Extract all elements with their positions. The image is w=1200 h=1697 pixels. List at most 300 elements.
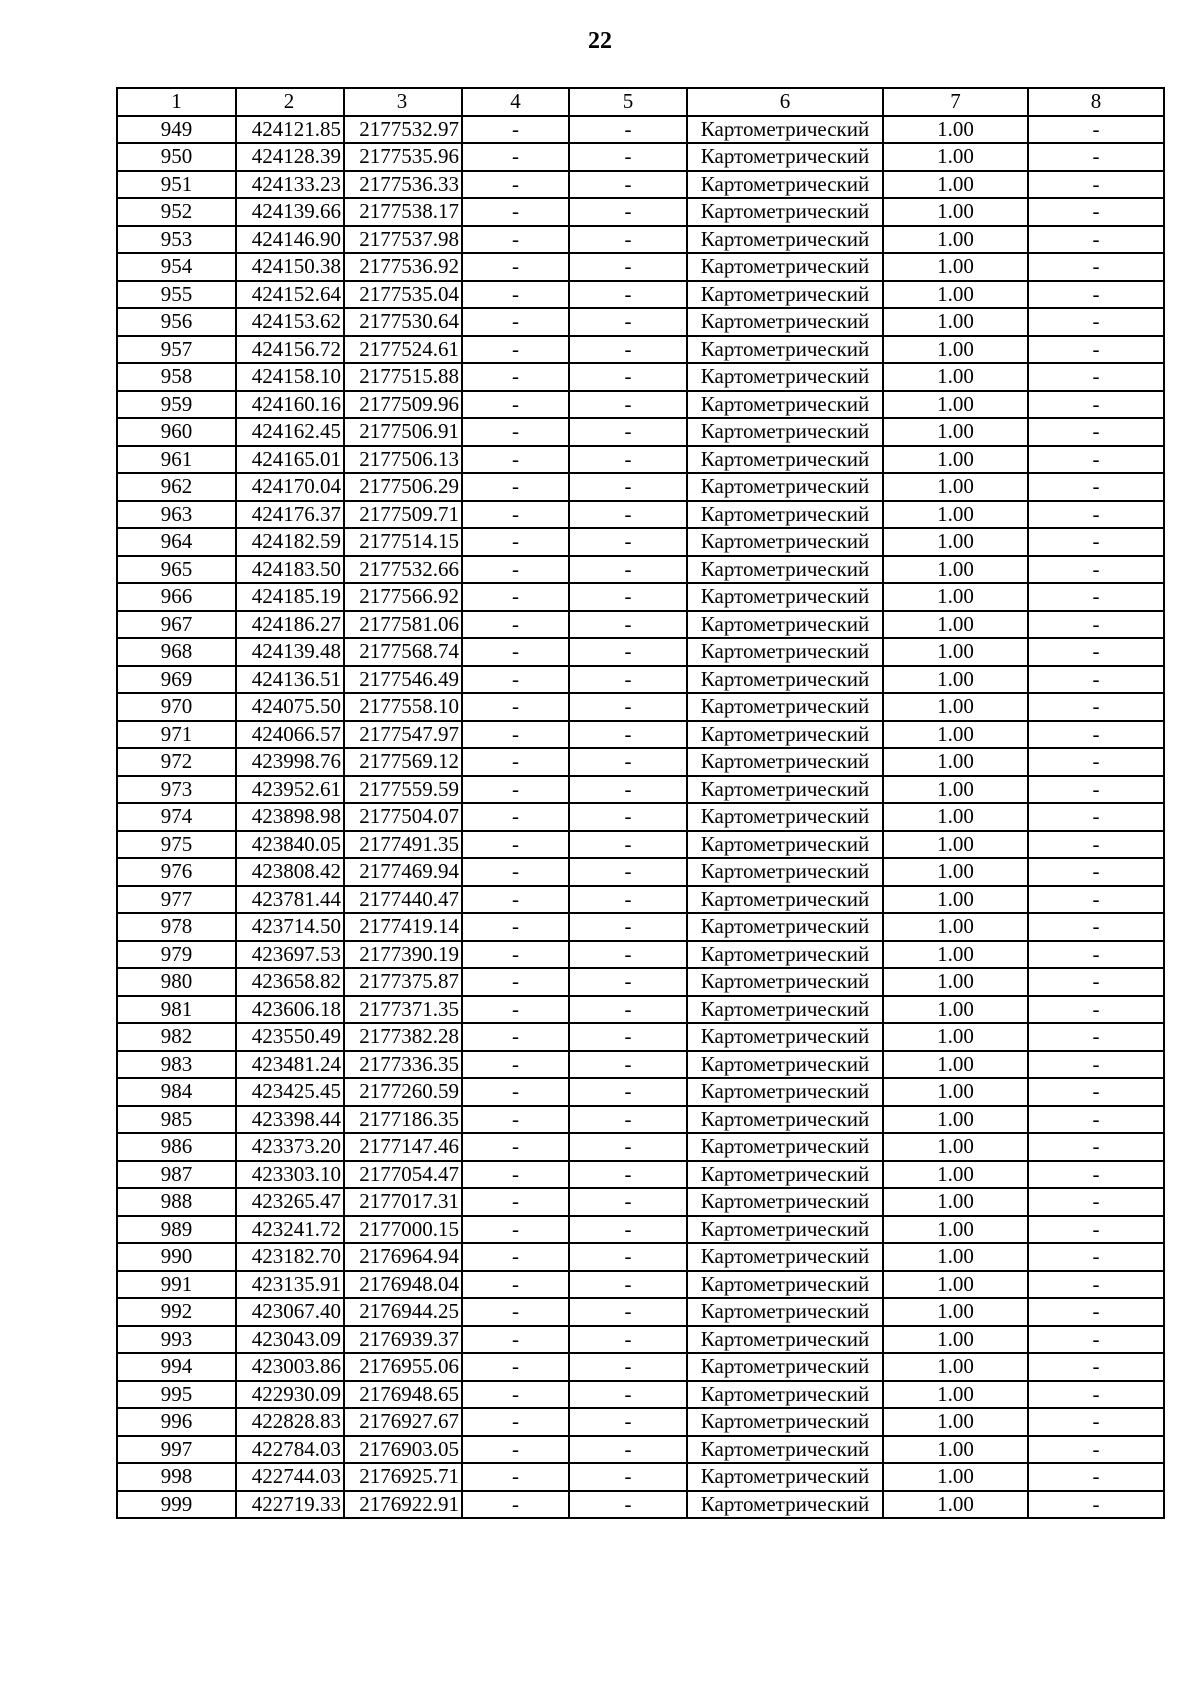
- col-4-value-cell: -: [462, 858, 569, 886]
- col-5-value-cell: -: [569, 1436, 687, 1464]
- table-row: [117, 226, 1164, 254]
- y-coordinate-cell: 2177514.15: [344, 528, 462, 556]
- accuracy-cell: 1.00: [883, 253, 1028, 281]
- col-4-value-cell: -: [462, 1436, 569, 1464]
- col-4-value-cell: -: [462, 116, 569, 144]
- x-coordinate-cell: 424150.38: [236, 253, 344, 281]
- col-8-value-cell: -: [1028, 171, 1164, 199]
- table-row: [117, 116, 1164, 144]
- accuracy-cell: 1.00: [883, 858, 1028, 886]
- y-coordinate-cell: 2177530.64: [344, 308, 462, 336]
- col-8-value-cell: -: [1028, 748, 1164, 776]
- point-number-cell: 981: [117, 996, 236, 1024]
- x-coordinate-cell: 424146.90: [236, 226, 344, 254]
- accuracy-cell: 1.00: [883, 418, 1028, 446]
- accuracy-cell: 1.00: [883, 143, 1028, 171]
- method-cell: Картометрический: [687, 1161, 883, 1189]
- col-4-value-cell: -: [462, 1106, 569, 1134]
- method-cell: Картометрический: [687, 116, 883, 144]
- coordinates-table: [116, 87, 1165, 1519]
- point-number-cell: 967: [117, 611, 236, 639]
- table-row: [117, 198, 1164, 226]
- accuracy-cell: 1.00: [883, 556, 1028, 584]
- point-number-cell: 992: [117, 1298, 236, 1326]
- col-4-value-cell: -: [462, 583, 569, 611]
- col-4-value-cell: -: [462, 171, 569, 199]
- col-8-value-cell: -: [1028, 583, 1164, 611]
- accuracy-cell: 1.00: [883, 1408, 1028, 1436]
- col-4-value-cell: -: [462, 336, 569, 364]
- col-5-value-cell: -: [569, 418, 687, 446]
- y-coordinate-cell: 2177524.61: [344, 336, 462, 364]
- col-5-value-cell: -: [569, 1491, 687, 1519]
- col-8-value-cell: -: [1028, 1161, 1164, 1189]
- col-8-value-cell: -: [1028, 528, 1164, 556]
- point-number-cell: 965: [117, 556, 236, 584]
- point-number-cell: 983: [117, 1051, 236, 1079]
- method-cell: Картометрический: [687, 198, 883, 226]
- col-5-value-cell: -: [569, 583, 687, 611]
- col-5-value-cell: -: [569, 1298, 687, 1326]
- accuracy-cell: 1.00: [883, 611, 1028, 639]
- y-coordinate-cell: 2177186.35: [344, 1106, 462, 1134]
- col-5-value-cell: -: [569, 226, 687, 254]
- point-number-cell: 984: [117, 1078, 236, 1106]
- point-number-cell: 955: [117, 281, 236, 309]
- y-coordinate-cell: 2177535.96: [344, 143, 462, 171]
- point-number-cell: 950: [117, 143, 236, 171]
- accuracy-cell: 1.00: [883, 638, 1028, 666]
- col-5-value-cell: -: [569, 968, 687, 996]
- table-row: [117, 611, 1164, 639]
- col-5-value-cell: -: [569, 253, 687, 281]
- col-5-value-cell: -: [569, 501, 687, 529]
- col-4-value-cell: -: [462, 776, 569, 804]
- x-coordinate-cell: 424158.10: [236, 363, 344, 391]
- point-number-cell: 961: [117, 446, 236, 474]
- accuracy-cell: 1.00: [883, 391, 1028, 419]
- table-row: [117, 1106, 1164, 1134]
- table-row: [117, 1078, 1164, 1106]
- col-4-value-cell: -: [462, 556, 569, 584]
- point-number-cell: 968: [117, 638, 236, 666]
- table-row: [117, 886, 1164, 914]
- y-coordinate-cell: 2177581.06: [344, 611, 462, 639]
- method-cell: Картометрический: [687, 941, 883, 969]
- point-number-cell: 997: [117, 1436, 236, 1464]
- point-number-cell: 998: [117, 1463, 236, 1491]
- table-row: [117, 748, 1164, 776]
- point-number-cell: 963: [117, 501, 236, 529]
- point-number-cell: 993: [117, 1326, 236, 1354]
- col-4-value-cell: -: [462, 968, 569, 996]
- x-coordinate-cell: 424185.19: [236, 583, 344, 611]
- table-row: [117, 721, 1164, 749]
- col-4-value-cell: -: [462, 1023, 569, 1051]
- accuracy-cell: 1.00: [883, 913, 1028, 941]
- accuracy-cell: 1.00: [883, 281, 1028, 309]
- col-4-value-cell: -: [462, 1463, 569, 1491]
- col-5-value-cell: -: [569, 391, 687, 419]
- method-cell: Картометрический: [687, 446, 883, 474]
- accuracy-cell: 1.00: [883, 803, 1028, 831]
- y-coordinate-cell: 2177382.28: [344, 1023, 462, 1051]
- method-cell: Картометрический: [687, 776, 883, 804]
- x-coordinate-cell: 424136.51: [236, 666, 344, 694]
- col-8-value-cell: -: [1028, 831, 1164, 859]
- y-coordinate-cell: 2177532.97: [344, 116, 462, 144]
- x-coordinate-cell: 423714.50: [236, 913, 344, 941]
- method-cell: Картометрический: [687, 721, 883, 749]
- accuracy-cell: 1.00: [883, 336, 1028, 364]
- method-cell: Картометрический: [687, 638, 883, 666]
- y-coordinate-cell: 2177515.88: [344, 363, 462, 391]
- y-coordinate-cell: 2177537.98: [344, 226, 462, 254]
- x-coordinate-cell: 423003.86: [236, 1353, 344, 1381]
- table-row: [117, 1491, 1164, 1519]
- accuracy-cell: 1.00: [883, 941, 1028, 969]
- column-header: 6: [687, 88, 883, 116]
- column-header: 2: [236, 88, 344, 116]
- x-coordinate-cell: 423840.05: [236, 831, 344, 859]
- col-4-value-cell: -: [462, 1381, 569, 1409]
- col-5-value-cell: -: [569, 666, 687, 694]
- x-coordinate-cell: 424162.45: [236, 418, 344, 446]
- method-cell: Картометрический: [687, 666, 883, 694]
- col-4-value-cell: -: [462, 418, 569, 446]
- col-4-value-cell: -: [462, 1353, 569, 1381]
- y-coordinate-cell: 2177568.74: [344, 638, 462, 666]
- point-number-cell: 960: [117, 418, 236, 446]
- x-coordinate-cell: 424128.39: [236, 143, 344, 171]
- table-row: [117, 418, 1164, 446]
- x-coordinate-cell: 423182.70: [236, 1243, 344, 1271]
- page-number: 22: [588, 28, 612, 54]
- x-coordinate-cell: 423606.18: [236, 996, 344, 1024]
- accuracy-cell: 1.00: [883, 1106, 1028, 1134]
- col-8-value-cell: -: [1028, 1271, 1164, 1299]
- method-cell: Картометрический: [687, 1298, 883, 1326]
- col-4-value-cell: -: [462, 1051, 569, 1079]
- col-8-value-cell: -: [1028, 391, 1164, 419]
- point-number-cell: 953: [117, 226, 236, 254]
- accuracy-cell: 1.00: [883, 1216, 1028, 1244]
- point-number-cell: 972: [117, 748, 236, 776]
- table-row: [117, 473, 1164, 501]
- col-4-value-cell: -: [462, 1243, 569, 1271]
- col-8-value-cell: -: [1028, 968, 1164, 996]
- col-8-value-cell: -: [1028, 886, 1164, 914]
- x-coordinate-cell: 423398.44: [236, 1106, 344, 1134]
- accuracy-cell: 1.00: [883, 968, 1028, 996]
- col-5-value-cell: -: [569, 528, 687, 556]
- table-row: [117, 1133, 1164, 1161]
- table-row: [117, 253, 1164, 281]
- col-8-value-cell: -: [1028, 1188, 1164, 1216]
- point-number-cell: 987: [117, 1161, 236, 1189]
- col-5-value-cell: -: [569, 308, 687, 336]
- method-cell: Картометрический: [687, 556, 883, 584]
- accuracy-cell: 1.00: [883, 1188, 1028, 1216]
- point-number-cell: 990: [117, 1243, 236, 1271]
- point-number-cell: 977: [117, 886, 236, 914]
- col-8-value-cell: -: [1028, 858, 1164, 886]
- point-number-cell: 991: [117, 1271, 236, 1299]
- x-coordinate-cell: 423658.82: [236, 968, 344, 996]
- point-number-cell: 964: [117, 528, 236, 556]
- accuracy-cell: 1.00: [883, 446, 1028, 474]
- x-coordinate-cell: 423808.42: [236, 858, 344, 886]
- table-row: [117, 1243, 1164, 1271]
- accuracy-cell: 1.00: [883, 308, 1028, 336]
- point-number-cell: 979: [117, 941, 236, 969]
- col-8-value-cell: -: [1028, 418, 1164, 446]
- x-coordinate-cell: 423998.76: [236, 748, 344, 776]
- col-4-value-cell: -: [462, 226, 569, 254]
- col-8-value-cell: -: [1028, 1491, 1164, 1519]
- x-coordinate-cell: 424165.01: [236, 446, 344, 474]
- table-row: [117, 638, 1164, 666]
- table-row: [117, 776, 1164, 804]
- col-4-value-cell: -: [462, 1298, 569, 1326]
- accuracy-cell: 1.00: [883, 693, 1028, 721]
- method-cell: Картометрический: [687, 913, 883, 941]
- accuracy-cell: 1.00: [883, 1298, 1028, 1326]
- col-4-value-cell: -: [462, 886, 569, 914]
- method-cell: Картометрический: [687, 886, 883, 914]
- x-coordinate-cell: 422828.83: [236, 1408, 344, 1436]
- col-8-value-cell: -: [1028, 1023, 1164, 1051]
- col-8-value-cell: -: [1028, 308, 1164, 336]
- col-4-value-cell: -: [462, 831, 569, 859]
- table-row: [117, 1463, 1164, 1491]
- x-coordinate-cell: 423952.61: [236, 776, 344, 804]
- col-5-value-cell: -: [569, 281, 687, 309]
- x-coordinate-cell: 424160.16: [236, 391, 344, 419]
- table-row: [117, 1298, 1164, 1326]
- col-4-value-cell: -: [462, 666, 569, 694]
- col-8-value-cell: -: [1028, 776, 1164, 804]
- y-coordinate-cell: 2177419.14: [344, 913, 462, 941]
- col-8-value-cell: -: [1028, 198, 1164, 226]
- point-number-cell: 985: [117, 1106, 236, 1134]
- table-row: [117, 666, 1164, 694]
- accuracy-cell: 1.00: [883, 1243, 1028, 1271]
- header-row: [117, 88, 1164, 116]
- y-coordinate-cell: 2177000.15: [344, 1216, 462, 1244]
- accuracy-cell: 1.00: [883, 1271, 1028, 1299]
- col-4-value-cell: -: [462, 1408, 569, 1436]
- col-8-value-cell: -: [1028, 336, 1164, 364]
- accuracy-cell: 1.00: [883, 776, 1028, 804]
- column-header: 4: [462, 88, 569, 116]
- method-cell: Картометрический: [687, 968, 883, 996]
- table-row: [117, 556, 1164, 584]
- col-5-value-cell: -: [569, 803, 687, 831]
- col-5-value-cell: -: [569, 693, 687, 721]
- col-5-value-cell: -: [569, 1216, 687, 1244]
- col-4-value-cell: -: [462, 611, 569, 639]
- x-coordinate-cell: 422784.03: [236, 1436, 344, 1464]
- table-row: [117, 583, 1164, 611]
- col-8-value-cell: -: [1028, 473, 1164, 501]
- accuracy-cell: 1.00: [883, 1463, 1028, 1491]
- point-number-cell: 999: [117, 1491, 236, 1519]
- y-coordinate-cell: 2177509.96: [344, 391, 462, 419]
- point-number-cell: 996: [117, 1408, 236, 1436]
- col-8-value-cell: -: [1028, 501, 1164, 529]
- col-8-value-cell: -: [1028, 1463, 1164, 1491]
- x-coordinate-cell: 424183.50: [236, 556, 344, 584]
- x-coordinate-cell: 423898.98: [236, 803, 344, 831]
- y-coordinate-cell: 2176939.37: [344, 1326, 462, 1354]
- accuracy-cell: 1.00: [883, 1491, 1028, 1519]
- table-row: [117, 171, 1164, 199]
- col-4-value-cell: -: [462, 941, 569, 969]
- y-coordinate-cell: 2177547.97: [344, 721, 462, 749]
- y-coordinate-cell: 2177260.59: [344, 1078, 462, 1106]
- accuracy-cell: 1.00: [883, 1161, 1028, 1189]
- col-8-value-cell: -: [1028, 996, 1164, 1024]
- method-cell: Картометрический: [687, 253, 883, 281]
- accuracy-cell: 1.00: [883, 1023, 1028, 1051]
- table-row: [117, 858, 1164, 886]
- table-row: [117, 803, 1164, 831]
- col-8-value-cell: -: [1028, 638, 1164, 666]
- accuracy-cell: 1.00: [883, 198, 1028, 226]
- x-coordinate-cell: 424139.48: [236, 638, 344, 666]
- col-5-value-cell: -: [569, 1326, 687, 1354]
- y-coordinate-cell: 2177440.47: [344, 886, 462, 914]
- x-coordinate-cell: 422930.09: [236, 1381, 344, 1409]
- point-number-cell: 974: [117, 803, 236, 831]
- point-number-cell: 952: [117, 198, 236, 226]
- col-8-value-cell: -: [1028, 1381, 1164, 1409]
- x-coordinate-cell: 424075.50: [236, 693, 344, 721]
- method-cell: Картометрический: [687, 803, 883, 831]
- y-coordinate-cell: 2177558.10: [344, 693, 462, 721]
- method-cell: Картометрический: [687, 391, 883, 419]
- y-coordinate-cell: 2176948.04: [344, 1271, 462, 1299]
- accuracy-cell: 1.00: [883, 666, 1028, 694]
- accuracy-cell: 1.00: [883, 1326, 1028, 1354]
- x-coordinate-cell: 422719.33: [236, 1491, 344, 1519]
- y-coordinate-cell: 2177390.19: [344, 941, 462, 969]
- col-5-value-cell: -: [569, 1161, 687, 1189]
- col-8-value-cell: -: [1028, 1298, 1164, 1326]
- method-cell: Картометрический: [687, 226, 883, 254]
- col-5-value-cell: -: [569, 171, 687, 199]
- col-4-value-cell: -: [462, 143, 569, 171]
- col-5-value-cell: -: [569, 996, 687, 1024]
- table-row: [117, 831, 1164, 859]
- col-8-value-cell: -: [1028, 721, 1164, 749]
- y-coordinate-cell: 2176964.94: [344, 1243, 462, 1271]
- accuracy-cell: 1.00: [883, 1051, 1028, 1079]
- table-row: [117, 1271, 1164, 1299]
- col-8-value-cell: -: [1028, 253, 1164, 281]
- col-8-value-cell: -: [1028, 143, 1164, 171]
- method-cell: Картометрический: [687, 693, 883, 721]
- y-coordinate-cell: 2177536.92: [344, 253, 462, 281]
- col-4-value-cell: -: [462, 1326, 569, 1354]
- table-row: [117, 308, 1164, 336]
- x-coordinate-cell: 423697.53: [236, 941, 344, 969]
- table-row: [117, 1381, 1164, 1409]
- table-row: [117, 941, 1164, 969]
- accuracy-cell: 1.00: [883, 886, 1028, 914]
- y-coordinate-cell: 2177017.31: [344, 1188, 462, 1216]
- y-coordinate-cell: 2177509.71: [344, 501, 462, 529]
- point-number-cell: 994: [117, 1353, 236, 1381]
- y-coordinate-cell: 2177375.87: [344, 968, 462, 996]
- table-row: [117, 968, 1164, 996]
- method-cell: Картометрический: [687, 336, 883, 364]
- col-5-value-cell: -: [569, 336, 687, 364]
- x-coordinate-cell: 423241.72: [236, 1216, 344, 1244]
- col-5-value-cell: -: [569, 638, 687, 666]
- method-cell: Картометрический: [687, 1436, 883, 1464]
- x-coordinate-cell: 424153.62: [236, 308, 344, 336]
- column-header: 7: [883, 88, 1028, 116]
- method-cell: Картометрический: [687, 611, 883, 639]
- y-coordinate-cell: 2177538.17: [344, 198, 462, 226]
- y-coordinate-cell: 2177559.59: [344, 776, 462, 804]
- col-4-value-cell: -: [462, 748, 569, 776]
- y-coordinate-cell: 2176927.67: [344, 1408, 462, 1436]
- col-8-value-cell: -: [1028, 693, 1164, 721]
- method-cell: Картометрический: [687, 281, 883, 309]
- accuracy-cell: 1.00: [883, 1353, 1028, 1381]
- method-cell: Картометрический: [687, 1216, 883, 1244]
- col-8-value-cell: -: [1028, 666, 1164, 694]
- method-cell: Картометрический: [687, 1381, 883, 1409]
- x-coordinate-cell: 424156.72: [236, 336, 344, 364]
- x-coordinate-cell: 423303.10: [236, 1161, 344, 1189]
- point-number-cell: 980: [117, 968, 236, 996]
- col-5-value-cell: -: [569, 198, 687, 226]
- y-coordinate-cell: 2177532.66: [344, 556, 462, 584]
- method-cell: Картометрический: [687, 1078, 883, 1106]
- x-coordinate-cell: 424152.64: [236, 281, 344, 309]
- accuracy-cell: 1.00: [883, 1381, 1028, 1409]
- point-number-cell: 969: [117, 666, 236, 694]
- x-coordinate-cell: 423425.45: [236, 1078, 344, 1106]
- point-number-cell: 995: [117, 1381, 236, 1409]
- x-coordinate-cell: 423373.20: [236, 1133, 344, 1161]
- table-header: [117, 88, 1164, 116]
- accuracy-cell: 1.00: [883, 473, 1028, 501]
- col-8-value-cell: -: [1028, 1353, 1164, 1381]
- col-4-value-cell: -: [462, 473, 569, 501]
- x-coordinate-cell: 423550.49: [236, 1023, 344, 1051]
- col-8-value-cell: -: [1028, 941, 1164, 969]
- col-5-value-cell: -: [569, 913, 687, 941]
- x-coordinate-cell: 424121.85: [236, 116, 344, 144]
- y-coordinate-cell: 2177336.35: [344, 1051, 462, 1079]
- x-coordinate-cell: 423481.24: [236, 1051, 344, 1079]
- method-cell: Картометрический: [687, 363, 883, 391]
- col-8-value-cell: -: [1028, 556, 1164, 584]
- method-cell: Картометрический: [687, 1491, 883, 1519]
- method-cell: Картометрический: [687, 583, 883, 611]
- y-coordinate-cell: 2177569.12: [344, 748, 462, 776]
- col-5-value-cell: -: [569, 886, 687, 914]
- x-coordinate-cell: 424170.04: [236, 473, 344, 501]
- col-4-value-cell: -: [462, 693, 569, 721]
- y-coordinate-cell: 2177506.29: [344, 473, 462, 501]
- point-number-cell: 986: [117, 1133, 236, 1161]
